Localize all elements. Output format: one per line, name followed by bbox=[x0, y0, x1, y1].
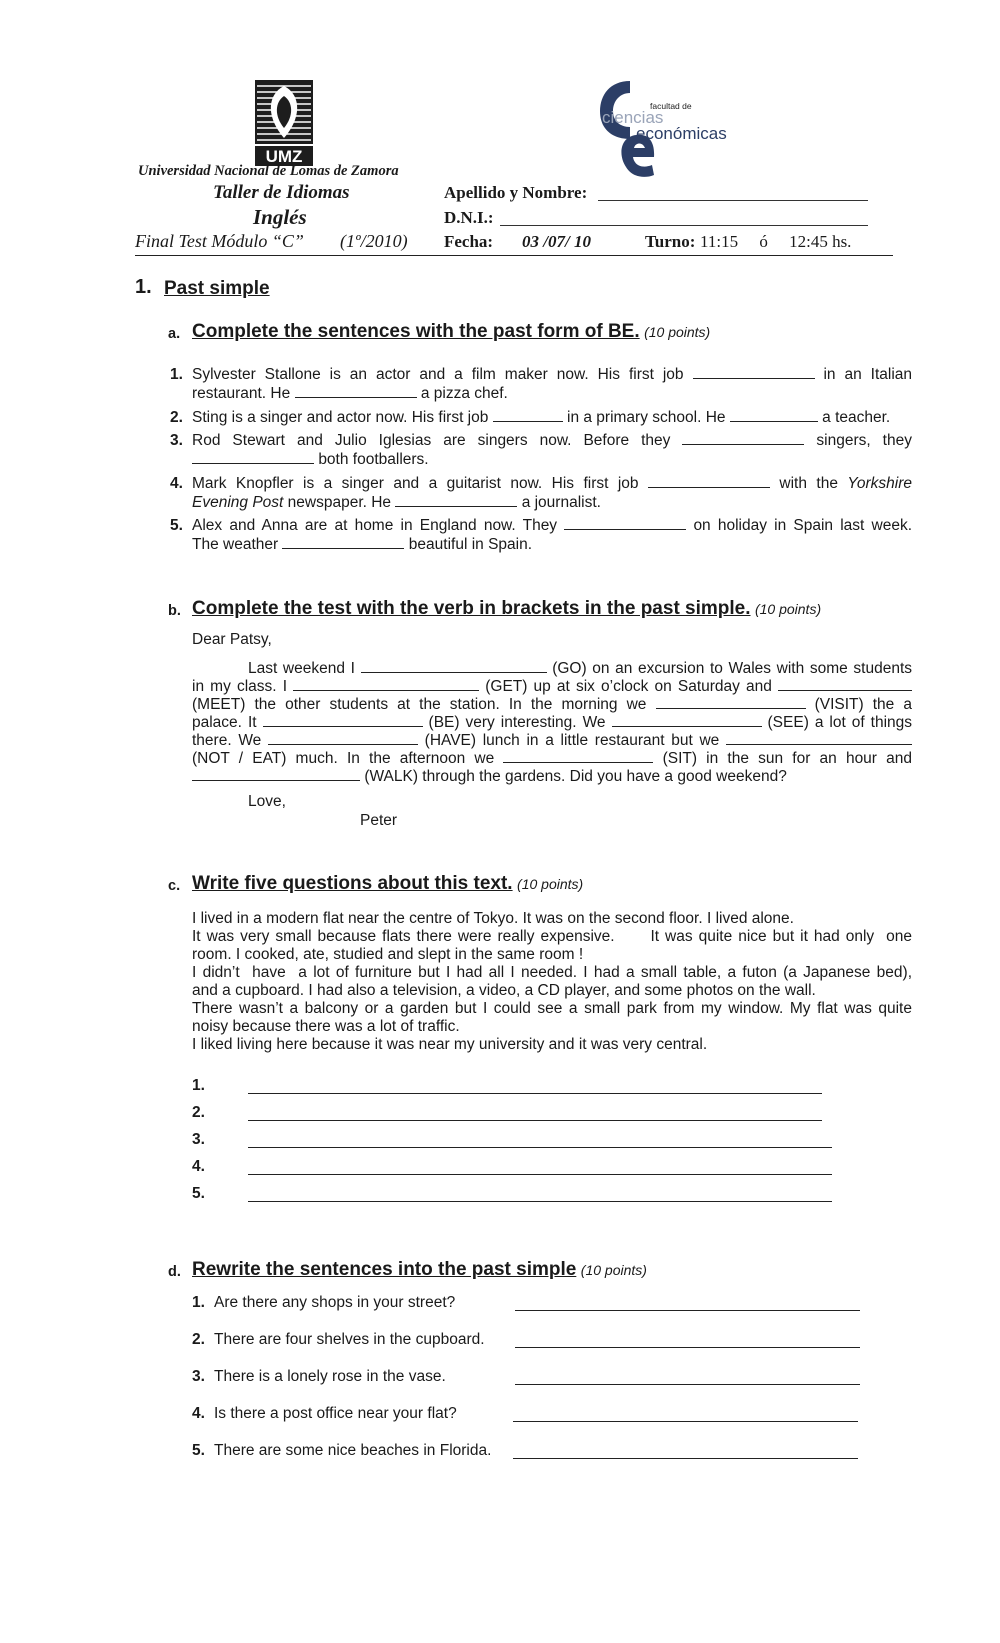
a-item-3-line-2 bbox=[192, 450, 429, 469]
part-b-letter: b. bbox=[168, 603, 181, 619]
b-blank-sit[interactable] bbox=[503, 749, 653, 763]
a-4-text-2: with the bbox=[779, 475, 838, 492]
c-question-3-number: 3. bbox=[192, 1131, 205, 1148]
part-a-letter: a. bbox=[168, 326, 181, 342]
a-5-text-1: Alex and Anna are at home in England now. They bbox=[192, 517, 558, 534]
university-name: Universidad Nacional de Lomas de Zamora bbox=[138, 163, 399, 179]
c-text-line-2: It was very small because flats there were really expensive. It was quite nice but it had only one bbox=[192, 928, 912, 945]
a-item-5-line-2 bbox=[192, 535, 532, 554]
section-1-number: 1. bbox=[135, 276, 152, 298]
a-item-2-line bbox=[192, 408, 890, 427]
c-text-line-4: I didn’t have a lot of furniture but I had all I needed. I had a small table, a futon (a Japanese bed), bbox=[192, 964, 912, 981]
fce-logo bbox=[596, 77, 732, 183]
b-text-5: (MEET) the other students at the station. In the morning we bbox=[192, 696, 647, 713]
part-a-title: Complete the sentences with the past form of BE. bbox=[192, 321, 640, 342]
b-text-13: (SIT) in the sun for an hour and bbox=[662, 750, 912, 767]
b-text-9: (SEE) a lot of things bbox=[767, 714, 913, 731]
a-3-text-3: both footballers. bbox=[318, 451, 429, 468]
part-b-points: (10 points) bbox=[754, 601, 822, 617]
c-question-1-number: 1. bbox=[192, 1077, 205, 1094]
c-text-line-7: noisy because there was a lot of traffic. bbox=[192, 1018, 460, 1035]
a-item-3-line-1 bbox=[192, 431, 912, 450]
turno-value: 11:15 ó 12:45 hs. bbox=[700, 232, 852, 251]
b-text-3: in my class. I bbox=[192, 678, 287, 695]
a-1-text-4: a pizza chef. bbox=[420, 385, 508, 402]
a-item-1-line-1 bbox=[192, 365, 912, 384]
a-3-text-1: Rod Stewart and Julio Iglesias are singers now. Before they bbox=[192, 432, 671, 449]
a-1-text-2: in an Italian bbox=[823, 366, 913, 383]
b-text-12: (NOT / EAT) much. In the afternoon we bbox=[192, 750, 495, 767]
a-4-text-1: Mark Knopfler is a singer and a guitarist now. His first job bbox=[192, 475, 639, 492]
header-rule bbox=[135, 255, 893, 256]
c-question-2-number: 2. bbox=[192, 1104, 205, 1121]
language-title: Inglés bbox=[253, 205, 307, 229]
a-4-text-5: newspaper. He bbox=[287, 494, 392, 511]
b-text-1: Last weekend I bbox=[248, 660, 355, 677]
a-2-text-3: a teacher. bbox=[822, 409, 891, 426]
b-blank-visit[interactable] bbox=[656, 695, 806, 709]
dni-label: D.N.I.: bbox=[444, 208, 494, 227]
a-1-text-3: restaurant. He bbox=[192, 385, 291, 402]
part-d-letter: d. bbox=[168, 1264, 181, 1280]
b-blank-be[interactable] bbox=[263, 713, 423, 727]
b-text-14: (WALK) through the gardens. Did you have a good weekend? bbox=[364, 768, 787, 785]
a-3-blank-1[interactable] bbox=[682, 431, 804, 445]
c-text-line-6: There wasn’t a balcony or a garden but I could see a small park from my window. My flat was quite bbox=[192, 1000, 912, 1017]
d-item-1-text: Are there any shops in your street? bbox=[214, 1294, 456, 1311]
d-item-2-text: There are four shelves in the cupboard. bbox=[214, 1331, 485, 1348]
name-field[interactable] bbox=[598, 199, 868, 201]
d-item-5-text: There are some nice beaches in Florida. bbox=[214, 1442, 492, 1459]
a-3-blank-2[interactable] bbox=[192, 450, 314, 464]
b-text-4: (GET) up at six o’clock on Saturday and bbox=[485, 678, 772, 695]
test-period: (1º/2010) bbox=[340, 231, 408, 251]
part-a-points: (10 points) bbox=[644, 324, 711, 340]
b-line-2 bbox=[192, 677, 912, 696]
a-item-3-number: 3. bbox=[170, 432, 183, 449]
d-item-5-number: 5. bbox=[192, 1442, 205, 1459]
part-c-title: Write five questions about this text. bbox=[192, 873, 513, 894]
d-item-2-line[interactable] bbox=[515, 1347, 860, 1348]
svg-text:facultad de: facultad de bbox=[650, 101, 692, 111]
a-item-1-line-2 bbox=[192, 384, 508, 403]
b-line-4 bbox=[192, 713, 912, 732]
c-question-5-number: 5. bbox=[192, 1185, 205, 1202]
b-text-2: (GO) on an excursion to Wales with some students bbox=[552, 660, 912, 677]
part-c-heading bbox=[192, 873, 583, 895]
c-question-3-line[interactable] bbox=[248, 1147, 832, 1148]
c-text-line-5: and a cupboard. I had also a television, a video, a CD player, and some photos on the wall. bbox=[192, 982, 816, 999]
a-5-blank-1[interactable] bbox=[564, 516, 686, 530]
a-1-text-1: Sylvester Stallone is an actor and a film maker now. His first job bbox=[192, 366, 684, 383]
b-line-6 bbox=[192, 749, 912, 768]
a-2-blank-2[interactable] bbox=[730, 408, 818, 422]
a-4-text-3: Yorkshire bbox=[847, 475, 913, 492]
dni-field[interactable] bbox=[500, 224, 868, 226]
d-item-1-number: 1. bbox=[192, 1294, 205, 1311]
letter-closing: Love, bbox=[248, 793, 286, 810]
b-text-10: there. We bbox=[192, 732, 262, 749]
taller-title: Taller de Idiomas bbox=[213, 182, 350, 203]
a-4-text-4: Evening Post bbox=[192, 494, 284, 511]
fecha-label: Fecha: bbox=[444, 232, 494, 251]
a-item-2-number: 2. bbox=[170, 409, 183, 426]
b-blank-get[interactable] bbox=[293, 677, 479, 691]
a-item-5-number: 5. bbox=[170, 517, 183, 534]
a-3-text-2: singers, they bbox=[816, 432, 912, 449]
a-item-5-line-1 bbox=[192, 516, 912, 535]
b-blank-go[interactable] bbox=[361, 659, 547, 673]
b-line-7 bbox=[192, 767, 787, 786]
part-d-points: (10 points) bbox=[580, 1262, 647, 1278]
c-question-1-line[interactable] bbox=[248, 1093, 822, 1094]
c-text-line-1: I lived in a modern flat near the centre of Tokyo. It was on the second floor. I lived alone. bbox=[192, 910, 794, 927]
d-item-4-text: Is there a post office near your flat? bbox=[214, 1405, 457, 1422]
b-line-1 bbox=[248, 659, 912, 678]
a-5-text-2: on holiday in Spain last week. bbox=[693, 517, 912, 534]
part-c-letter: c. bbox=[168, 878, 181, 894]
b-text-7: palace. It bbox=[192, 714, 257, 731]
c-question-5-line[interactable] bbox=[248, 1201, 832, 1202]
part-a-heading bbox=[192, 321, 710, 343]
a-item-4-line-1 bbox=[192, 474, 912, 493]
test-name: Final Test Módulo “C” bbox=[135, 231, 304, 251]
svg-text:UMZ: UMZ bbox=[265, 147, 303, 166]
fecha-value: 03 /07/ 10 bbox=[522, 232, 591, 251]
a-item-4-number: 4. bbox=[170, 475, 183, 492]
d-item-4-line[interactable] bbox=[513, 1421, 858, 1422]
c-text-line-8: I liked living here because it was near my university and it was very central. bbox=[192, 1036, 708, 1053]
name-label: Apellido y Nombre: bbox=[444, 183, 588, 202]
a-4-blank-2[interactable] bbox=[395, 493, 517, 507]
b-line-5 bbox=[192, 731, 912, 750]
c-text-line-3: room. I cooked, ate, studied and slept in the same room ! bbox=[192, 946, 584, 963]
b-blank-not-eat[interactable] bbox=[726, 731, 912, 745]
d-item-5-line[interactable] bbox=[513, 1458, 858, 1459]
b-line-3 bbox=[192, 695, 912, 714]
section-1-title: Past simple bbox=[164, 278, 270, 299]
a-1-blank-2[interactable] bbox=[295, 384, 417, 398]
d-item-2-number: 2. bbox=[192, 1331, 205, 1348]
part-b-title: Complete the test with the verb in brackets in the past simple. bbox=[192, 598, 751, 619]
a-item-4-line-2 bbox=[192, 493, 601, 512]
letter-greeting: Dear Patsy, bbox=[192, 631, 272, 648]
d-item-3-line[interactable] bbox=[515, 1384, 860, 1385]
part-b-heading bbox=[192, 598, 821, 620]
d-item-4-number: 4. bbox=[192, 1405, 205, 1422]
c-question-2-line[interactable] bbox=[248, 1120, 822, 1121]
d-item-1-line[interactable] bbox=[515, 1310, 860, 1311]
b-text-11: (HAVE) lunch in a little restaurant but we bbox=[424, 732, 720, 749]
turno-label: Turno: bbox=[645, 232, 696, 251]
c-question-4-line[interactable] bbox=[248, 1174, 832, 1175]
part-d-heading bbox=[192, 1259, 647, 1281]
part-c-points: (10 points) bbox=[517, 876, 584, 892]
svg-text:ciencias: ciencias bbox=[602, 108, 664, 127]
svg-text:económicas: económicas bbox=[636, 124, 727, 143]
c-question-4-number: 4. bbox=[192, 1158, 205, 1175]
d-item-3-number: 3. bbox=[192, 1368, 205, 1385]
a-5-text-3: The weather bbox=[192, 536, 279, 553]
part-d-title: Rewrite the sentences into the past simple bbox=[192, 1259, 577, 1280]
a-2-blank-1[interactable] bbox=[493, 408, 563, 422]
d-item-3-text: There is a lonely rose in the vase. bbox=[214, 1368, 446, 1385]
b-blank-walk[interactable] bbox=[192, 767, 360, 781]
b-text-8: (BE) very interesting. We bbox=[428, 714, 606, 731]
a-5-blank-2[interactable] bbox=[282, 535, 404, 549]
a-4-text-6: a journalist. bbox=[521, 494, 601, 511]
a-2-text-2: in a primary school. He bbox=[567, 409, 726, 426]
b-text-6: (VISIT) the a bbox=[814, 696, 913, 713]
letter-signature: Peter bbox=[360, 812, 398, 829]
a-5-text-4: beautiful in Spain. bbox=[408, 536, 533, 553]
b-blank-see[interactable] bbox=[612, 713, 762, 727]
a-2-text-1: Sting is a singer and actor now. His first job bbox=[192, 409, 489, 426]
b-blank-meet[interactable] bbox=[778, 677, 912, 691]
a-1-blank-1[interactable] bbox=[693, 365, 815, 379]
b-blank-have[interactable] bbox=[268, 731, 418, 745]
umz-logo bbox=[255, 80, 313, 166]
a-item-1-number: 1. bbox=[170, 366, 183, 383]
a-4-blank-1[interactable] bbox=[648, 474, 770, 488]
